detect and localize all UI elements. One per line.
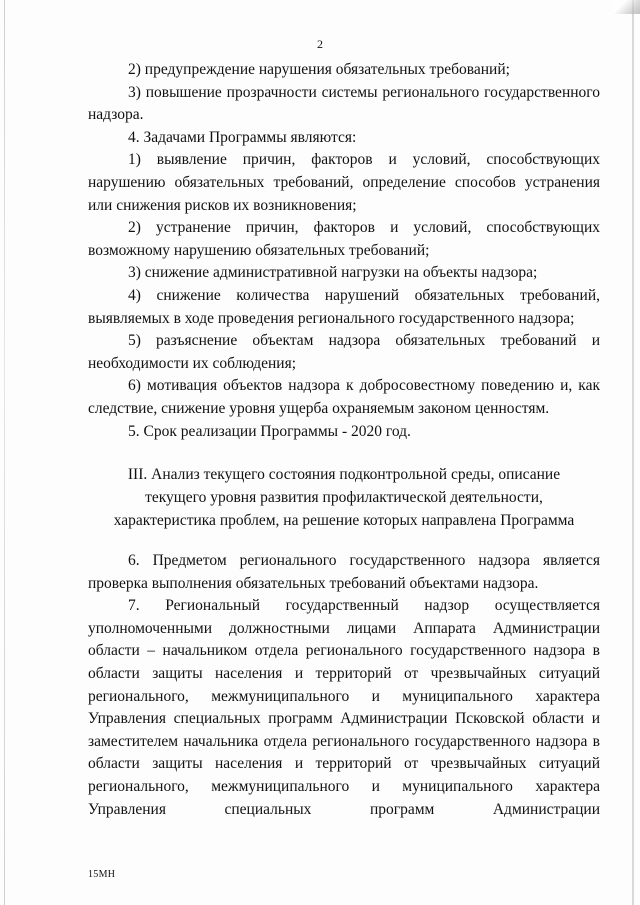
paragraph: 3) снижение административной нагрузки на объекты надзора; xyxy=(128,264,538,282)
scan-edge-left xyxy=(4,0,5,905)
footer-document-code: 15МН xyxy=(88,869,116,880)
scan-edge-right xyxy=(632,0,634,905)
scan-corner-artifact xyxy=(614,0,640,14)
paragraphs-after-heading xyxy=(88,550,600,821)
paragraph: 2) предупреждение нарушения обязательных требований; xyxy=(128,61,510,78)
section-heading-line: текущего уровня развития профилактической деятельности, xyxy=(145,489,543,507)
paragraph: 6. Предметом регионального государственного надзора является проверка выполнения обязательных требований объектами надзора. xyxy=(88,552,600,592)
paragraph: 1) выявление причин, факторов и условий, способствующих нарушению обязательных требований, определение способов устранения или снижения рисков их возникновения; xyxy=(88,151,600,214)
paragraph: 6) мотивация объектов надзора к добросовестному поведению и, как следствие, снижение уровня ущерба охраняемым законом ценностям. xyxy=(88,377,600,417)
paragraphs-before-heading xyxy=(88,59,600,443)
paragraph: 3) повышение прозрачности системы регионального государственного надзора. xyxy=(88,83,600,124)
paragraph: 7. Региональный государственный надзор осуществляется уполномоченными должностными лицами Аппарата Администрации области – начальником отдела регионального государственного надзора в области защиты населения и территорий от чрезвычайных ситуаций регионального, межмуниципального и муниципального характера Управления специальных программ Администрации Псковской области и заместителем начальника отдела регионального государственного надзора в области защиты населения и территорий от чрезвычайных ситуаций регионального, межмуниципального и муниципального характера Управления специальных программ Администрации xyxy=(88,597,600,818)
document-body xyxy=(88,59,600,821)
paragraph: 4) снижение количества нарушений обязательных требований, выявляемых в ходе проведения регионального государственного надзора; xyxy=(88,286,600,327)
paragraph: 2) устранение причин, факторов и условий, способствующих возможному нарушению обязательных требований; xyxy=(88,219,600,259)
section-heading-line: III. Анализ текущего состояния подконтрольной среды, описание xyxy=(127,466,561,484)
paragraph: 4. Задачами Программы являются: xyxy=(128,128,357,146)
page-number: 2 xyxy=(317,37,323,51)
section-heading-line: характеристика проблем, на решение которых направлена Программа xyxy=(113,512,575,530)
section-heading xyxy=(88,463,600,532)
paragraph: 5. Срок реализации Программы - 2020 год. xyxy=(128,422,411,440)
paragraph: 5) разъяснение объектам надзора обязательных требований и необходимости их соблюдения; xyxy=(88,332,600,372)
